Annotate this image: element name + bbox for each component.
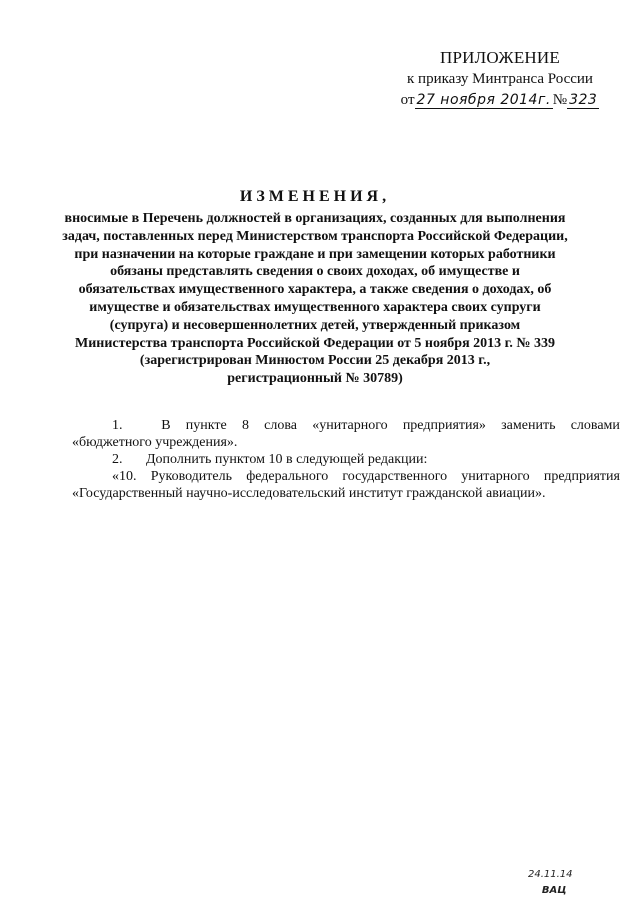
appendix-block [400, 48, 600, 110]
paragraph-item-2-text: Дополнить пунктом 10 в следующей редакции: [146, 452, 428, 467]
word: государственного [342, 469, 448, 484]
order-prefix: от [400, 92, 415, 108]
appendix-order-line [400, 90, 600, 110]
item-number: 1. [112, 418, 123, 433]
paragraph-item-1 [72, 417, 620, 451]
word: унитарного [461, 469, 530, 484]
order-date-handwritten: 27 ноября 2014г. [416, 92, 551, 108]
word: предприятия» [402, 418, 486, 433]
word: 8 [241, 418, 249, 433]
word: предприятия [543, 469, 620, 484]
order-number-prefix: № [552, 92, 568, 108]
appendix-title: ПРИЛОЖЕНИЕ [440, 48, 560, 67]
word: заменить [501, 418, 556, 433]
word: Руководитель [150, 469, 232, 484]
document-heading [60, 186, 570, 388]
paragraph-item-1-line-1 [72, 417, 620, 434]
heading-title: ИЗМЕНЕНИЯ, [239, 188, 391, 205]
heading-line: (зарегистрирован Минюстом России 25 декабря 2013 г., [139, 353, 491, 369]
heading-line: обязаны представлять сведения о своих доходах, об имуществе и [110, 264, 520, 280]
word: «10. [112, 469, 137, 484]
word: В [161, 418, 171, 433]
order-number-handwritten: 323 [569, 92, 598, 108]
signature: ВАЦ [541, 885, 567, 896]
word: федерального [246, 469, 329, 484]
document-body [72, 417, 620, 502]
paragraph-item-2 [72, 451, 620, 468]
word: пункте [185, 418, 227, 433]
paragraph-item-3-line-2: «Государственный научно-исследовательский институт гражданской авиации». [72, 486, 546, 501]
handwritten-stamp [528, 868, 573, 898]
word: слова [264, 418, 297, 433]
heading-line: регистрационный № 30789) [227, 371, 403, 387]
paragraph-item-1-line-2: «бюджетного учреждения». [72, 435, 238, 450]
item-number: 2. [112, 452, 123, 467]
heading-line: имуществе и обязательствах имущественного характера своих супруги [89, 299, 541, 315]
heading-subtitle [60, 210, 570, 388]
paragraph-item-3-line-1 [72, 468, 620, 485]
word: словами [570, 418, 620, 433]
appendix-subtitle: к приказу Минтранса России [407, 71, 593, 87]
heading-line: Министерства транспорта Российской Федерации от 5 ноября 2013 г. № 339 [74, 335, 556, 351]
paragraph-item-3 [72, 468, 620, 502]
heading-line: (супруга) и несовершеннолетних детей, утвержденный приказом [109, 317, 521, 333]
heading-line: при назначении на которые граждане и при замещении которых работники [74, 246, 556, 262]
word: «унитарного [312, 418, 388, 433]
stamp-date: 24.11.14 [528, 869, 573, 880]
heading-line: вносимые в Перечень должностей в организациях, созданных для выполнения [64, 211, 566, 226]
heading-line: задач, поставленных перед Министерством транспорта Российской Федерации, [62, 228, 568, 244]
heading-line: обязательствах имущественного характера, а также сведения о доходах, об [78, 282, 552, 298]
